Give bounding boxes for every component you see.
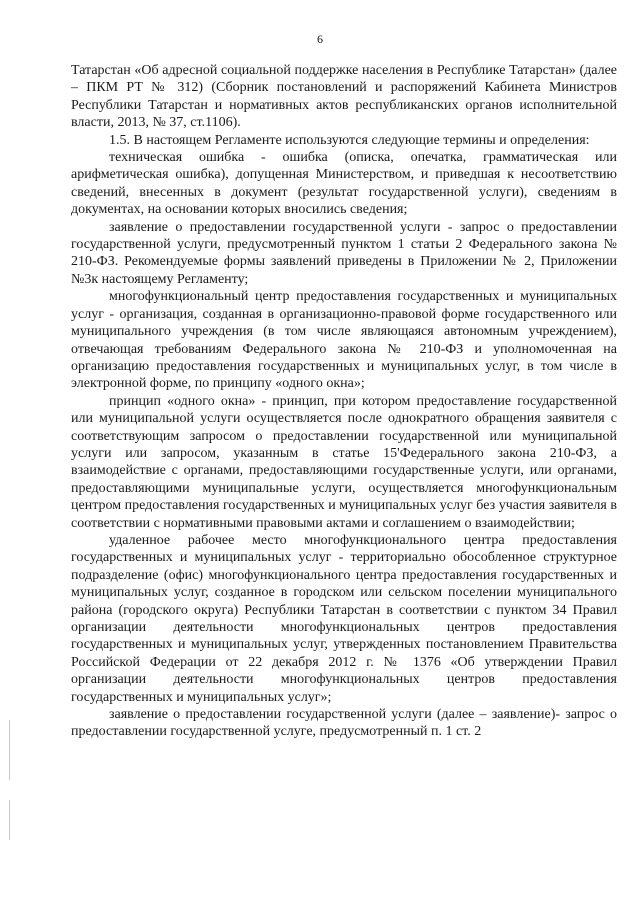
- scan-artifact-line: [9, 720, 10, 780]
- paragraph-section-1-5: 1.5. В настоящем Регламенте используются следующие термины и определения:: [109, 132, 590, 148]
- scan-artifact-line: [9, 800, 10, 840]
- document-body: [71, 62, 617, 741]
- paragraph-term-mfc: многофункциональный центр предоставления государственных и муниципальных услуг - организация, созданная в организационно-правовой форме государственного или муниципального учреждения (в том числе являющаяся автономным учреждением), отвечающая требованиям Федерального закона № 210-ФЗ и уполномоченная на организацию предоставления государственных и муниципальных услуг, в том числе в электронной форме, по принципу «одного окна»;: [71, 289, 617, 392]
- paragraph-term-one-window: принцип «одного окна» - принцип, при котором предоставление государственной или муниципальной услуги осуществляется после однократного обращения заявителя с соответствующим запросом о предоставлении государственной или муниципальной услуги или запросом, указанным в статье 15'Федерального закона 210-ФЗ, а взаимодействие с органами, предоставляющими государственные услуги, или органами, предоставляющими муниципальные услуги, осуществляется многофункциональным центром предоставления государственных и муниципальных услуг без участия заявителя в соответствии с нормативными правовыми актами и соглашением о взаимодействии;: [71, 393, 617, 531]
- paragraph-term-technical-error: техническая ошибка - ошибка (описка, опечатка, грамматическая или арифметическая ошибка), допущенная Министерством, и приведшая к несоответствию сведений, внесенных в документ (результат государственной услуги), сведениям в документах, на основании которых вносились сведения;: [71, 150, 617, 218]
- paragraph-continuation: Татарстан «Об адресной социальной поддержке населения в Республике Татарстан» (далее – ПКМ РТ № 312) (Сборник постановлений и распоряжений Кабинета Министров Республики Татарстан и нормативных актов республиканских органов исполнительной власти, 2013, № 37, ст.1106).: [71, 63, 617, 131]
- paragraph-term-application: заявление о предоставлении государственной услуги - запрос о предоставлении государственной услуги, предусмотренный пунктом 1 статьи 2 Федерального закона № 210-ФЗ. Рекомендуемые формы заявлений приведены в Приложении № 2, Приложении №3к настоящему Регламенту;: [71, 219, 617, 287]
- page-number: 6: [317, 32, 323, 46]
- paragraph-term-remote-workplace: удаленное рабочее место многофункционального центра предоставления государственных и муниципальных услуг - территориально обособленное структурное подразделение (офис) многофункционального центра предоставления государственных и муниципальных услуг, созданное в городском или сельском поселении муниципального района (городского округа) Республики Татарстан в соответствии с пунктом 34 Правил организации деятельности многофункциональных центров предоставления государственных и муниципальных услуг, утвержденных постановлением Правительства Российской Федерации от 22 декабря 2012 г. № 1376 «Об утверждении Правил организации деятельности многофункциональных центров предоставления государственных и муниципальных услуг»;: [71, 532, 617, 705]
- paragraph-term-application-2: заявление о предоставлении государственной услуги (далее – заявление)- запрос о предоставлении государственной услуге, предусмотренный п. 1 ст. 2: [71, 707, 617, 740]
